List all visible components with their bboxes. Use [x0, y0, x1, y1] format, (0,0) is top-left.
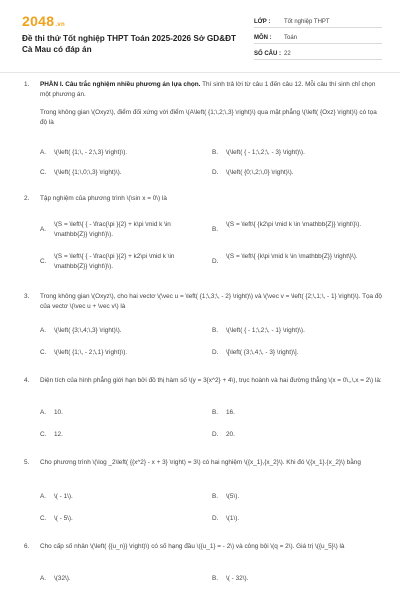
- option-label: A.: [40, 327, 47, 334]
- option-label: C.: [40, 431, 47, 438]
- option-text: \(S = \left\{ { - \frac{\pi }{2} + k\pi \mid k \in \mathbb{Z}} \right\}\).: [54, 221, 171, 238]
- option-text: \[\left( {3;\,4;\, - 3} \right)\].: [226, 349, 299, 356]
- option-text: \(\left( {1;\, - 2;\,1} \right)\).: [54, 349, 128, 356]
- question-number: 4.: [24, 377, 30, 384]
- option-d[interactable]: [212, 514, 376, 524]
- option-text: 20.: [226, 431, 235, 438]
- option-label: C.: [40, 349, 47, 356]
- option-text: 16.: [226, 409, 235, 416]
- section-rest: Thí sinh trả lời từ câu 1 đến câu 12. Mỗi câu thí sinh chỉ chọn một phương án.: [40, 81, 376, 98]
- option-text: \(32\).: [54, 575, 71, 582]
- site-logo[interactable]: [22, 13, 65, 29]
- option-text: \(\left( {1;\, - 2;\,3} \right)\).: [54, 149, 128, 156]
- option-d[interactable]: [212, 252, 376, 267]
- meta-value: Toán: [284, 35, 298, 41]
- option-text: \(\left( {3;\,4;\,3} \right)\).: [54, 327, 122, 334]
- option-a[interactable]: [40, 220, 204, 239]
- question-text: Cho phương trình \(\log _2\left( {{x^2} - x + 3} \right) = 3\) có hai nghiệm \({x_1},{x_2}\). Khi đó \({x_1}.{x_2}\) bằng: [40, 459, 361, 466]
- option-c[interactable]: [40, 430, 204, 440]
- logo-text: 2048: [22, 13, 55, 29]
- question-number: 6.: [24, 543, 30, 550]
- option-label: A.: [40, 226, 47, 233]
- header-divider: [0, 72, 400, 73]
- question-text: Tập nghiệm của phương trình \(\sin x = 0\) là: [40, 195, 167, 202]
- meta-row-class: [254, 12, 382, 28]
- option-label: D.: [212, 258, 219, 265]
- option-text: \( - 5\).: [54, 515, 73, 522]
- option-label: A.: [40, 409, 47, 416]
- option-label: A.: [40, 575, 47, 582]
- option-label: C.: [40, 258, 47, 265]
- option-label: B.: [212, 327, 219, 334]
- option-b[interactable]: [212, 326, 376, 336]
- option-label: D.: [212, 349, 219, 356]
- question-number: 1.: [24, 81, 30, 88]
- option-text: 12.: [54, 431, 63, 438]
- option-label: A.: [40, 149, 47, 156]
- section-instructions: [40, 80, 382, 99]
- option-label: D.: [212, 515, 219, 522]
- question-number: 5.: [24, 459, 30, 466]
- option-text: \(\left( { - 1;\,2;\, - 1} \right)\).: [226, 327, 305, 334]
- option-label: B.: [212, 409, 219, 416]
- question-text: Trong không gian \(Oxyz\), điểm đối xứng với điểm \(A\left( {1;\,2;\,3} \right)\) qua mặt phẳng \(\left( {Oxz} \right)\) có tọa độ là: [40, 109, 377, 126]
- option-d[interactable]: [212, 430, 376, 440]
- option-text: 10.: [54, 409, 63, 416]
- option-a[interactable]: [40, 408, 204, 418]
- logo-suffix: .vn: [55, 22, 65, 28]
- question-text: Cho cấp số nhân \(\left( {{u_n}} \right)\) có số hạng đầu \({u_1} = - 2\) và công bội \(q = 2\). Giá trị \({u_5}\) là: [40, 543, 345, 550]
- option-label: B.: [212, 226, 219, 233]
- option-label: B.: [212, 575, 219, 582]
- meta-value: Tốt nghiệp THPT: [284, 19, 330, 25]
- meta-key: MÔN :: [254, 35, 272, 41]
- option-c[interactable]: [40, 168, 204, 178]
- option-label: B.: [212, 493, 219, 500]
- section-heading: PHẦN I. Câu trắc nghiệm nhiều phương án lựa chọn.: [40, 81, 201, 88]
- option-label: D.: [212, 431, 219, 438]
- option-label: D.: [212, 169, 219, 176]
- question-number: 3.: [24, 293, 30, 300]
- option-label: C.: [40, 515, 47, 522]
- option-d[interactable]: [212, 168, 376, 178]
- option-d[interactable]: [212, 348, 376, 358]
- exam-meta: [254, 12, 382, 60]
- option-text: \(S = \left\{ {k2\pi \mid k \in \mathbb{Z}} \right\}\).: [226, 221, 362, 228]
- meta-value: 22: [284, 51, 291, 57]
- option-label: A.: [40, 493, 47, 500]
- question-text: Diện tích của hình phẳng giới hạn bởi đồ thị hàm số \(y = 3{x^2} + 4\), trục hoành và hai đường thẳng \(x = 0\,,\,x = 2\) là:: [40, 377, 382, 384]
- option-text: \(S = \left\{ { - \frac{\pi }{2} + k2\pi \mid k \in \mathbb{Z}} \right\}\).: [54, 253, 175, 270]
- meta-row-count: [254, 44, 382, 60]
- question-text: Trong không gian \(Oxyz\), cho hai vectơ \(\vec u = \left( {1;\,3;\, - 2} \right)\) và \(\vec v = \left( {2;\,1;\, - 1} \right)\). Tọa độ của vectơ \(\vec u + \vec v\) là: [40, 293, 382, 310]
- option-c[interactable]: [40, 252, 204, 271]
- option-text: \(S = \left\{ {k\pi \mid k \in \mathbb{Z}} \right\}\).: [226, 253, 358, 260]
- option-b[interactable]: [212, 220, 376, 235]
- question-number: 2.: [24, 195, 30, 202]
- option-text: \(\left( { - 1;\,2;\, - 3} \right)\).: [226, 149, 305, 156]
- option-text: \(5\).: [226, 493, 240, 500]
- option-text: \(1\).: [226, 515, 240, 522]
- exam-title: Đề thi thử Tốt nghiệp THPT Toán 2025-2026 Sở GD&ĐT Cà Mau có đáp án: [22, 34, 237, 54]
- option-c[interactable]: [40, 348, 204, 358]
- option-b[interactable]: [212, 574, 376, 584]
- option-label: C.: [40, 169, 47, 176]
- option-b[interactable]: [212, 408, 376, 418]
- document-header: [0, 0, 400, 64]
- option-text: \(\left( {1;\,0;\,3} \right)\).: [54, 169, 122, 176]
- option-text: \( - 32\).: [226, 575, 249, 582]
- option-text: \( - 1\).: [54, 493, 73, 500]
- option-b[interactable]: [212, 492, 376, 502]
- option-a[interactable]: [40, 492, 204, 502]
- option-label: B.: [212, 149, 219, 156]
- meta-key: LỚP :: [254, 19, 271, 25]
- option-a[interactable]: [40, 326, 204, 336]
- option-b[interactable]: [212, 148, 376, 158]
- option-c[interactable]: [40, 514, 204, 524]
- meta-key: SỐ CÂU :: [254, 51, 281, 57]
- meta-row-subject: [254, 28, 382, 44]
- option-a[interactable]: [40, 148, 204, 158]
- option-text: \(\left( {0;\,2;\,0} \right)\).: [226, 169, 294, 176]
- option-a[interactable]: [40, 574, 204, 584]
